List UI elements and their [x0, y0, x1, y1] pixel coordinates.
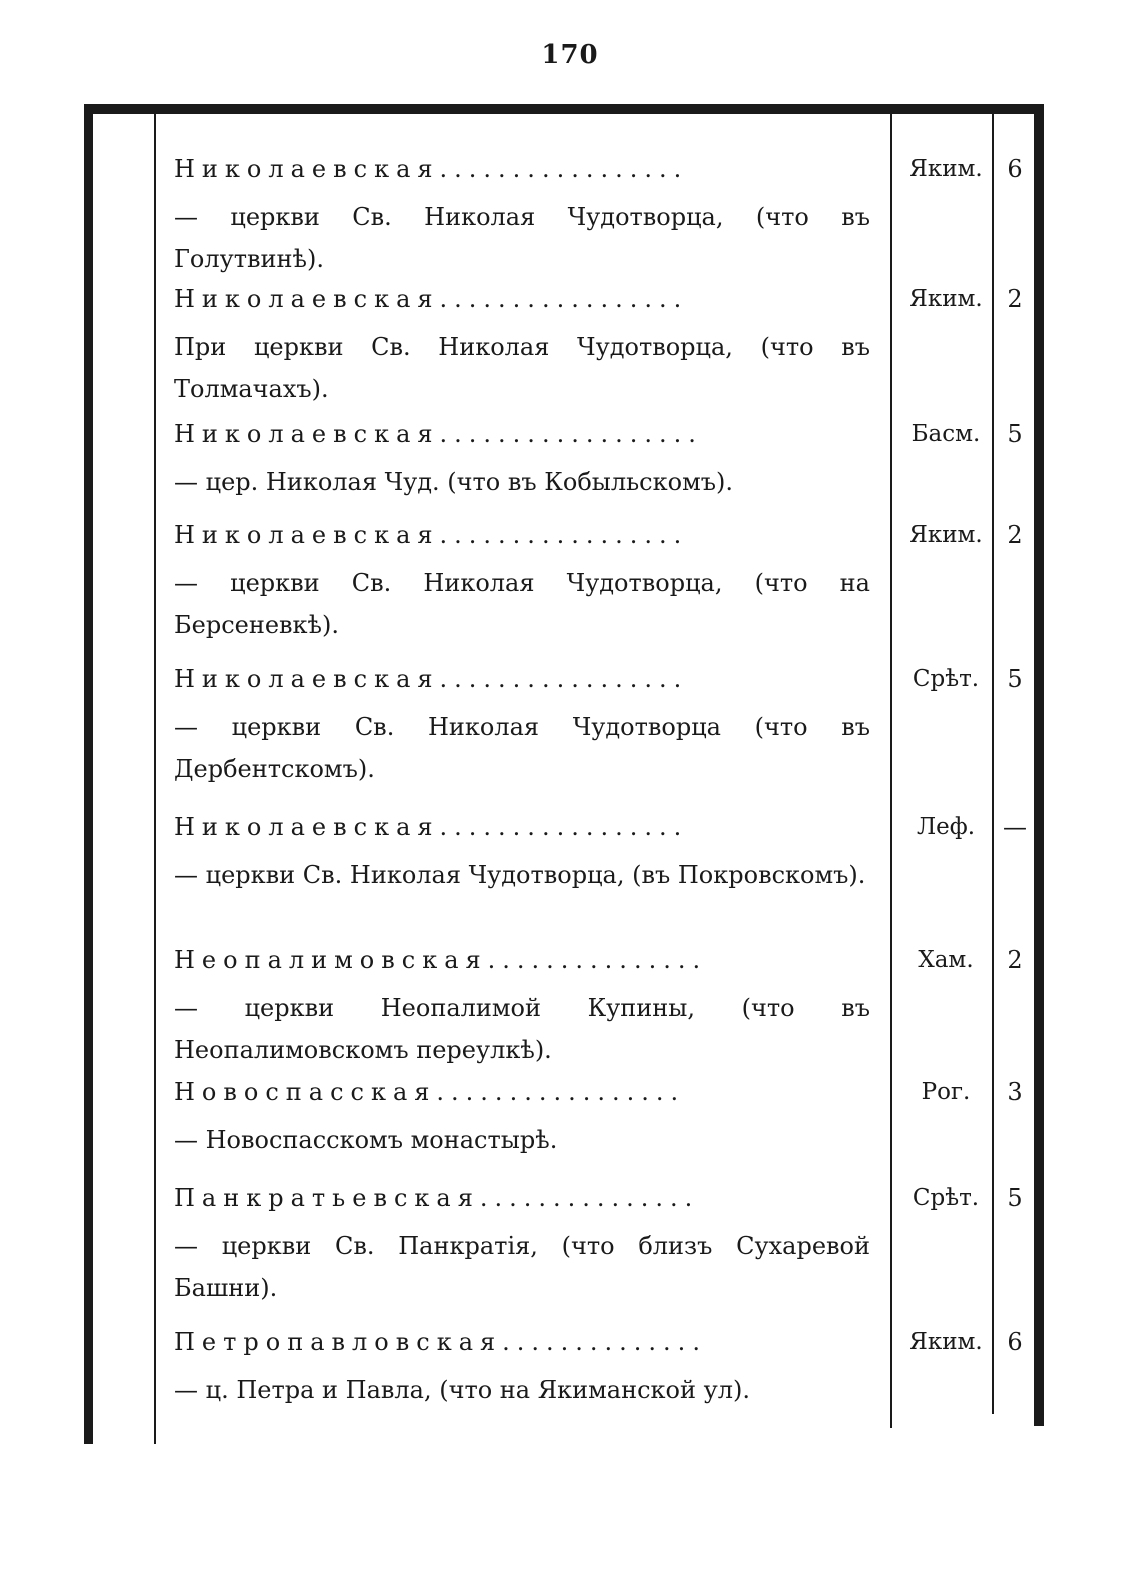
entry-title: Николаевская................. [174, 813, 689, 841]
entry-title: Панкратьевская............... [174, 1184, 700, 1212]
entry-number: 3 [1007, 1078, 1023, 1106]
entry-number: 2 [1007, 946, 1023, 974]
entry-number: 5 [1007, 665, 1023, 693]
entry-district: Яким. [909, 156, 983, 182]
entry-title: Николаевская................. [174, 665, 689, 693]
entry-district: Яким. [909, 522, 983, 548]
entry-title: Петропавловская.............. [174, 1328, 707, 1356]
entry-description: — ц. Петра и Павла, (что на Якиманской ул). [174, 1376, 750, 1404]
entry-number: 6 [1007, 1328, 1023, 1356]
entry-number: 2 [1007, 521, 1023, 549]
entry-number: 2 [1007, 285, 1023, 313]
entry-number: — [1003, 813, 1027, 841]
entry-district: Рог. [921, 1079, 971, 1105]
entry-district: Яким. [909, 286, 983, 312]
entry-district: Хам. [918, 947, 974, 973]
column-divider-left [154, 114, 156, 1444]
frame-left-rule [84, 104, 93, 1444]
entry-number: 5 [1007, 420, 1023, 448]
entry-district: Басм. [911, 421, 981, 447]
frame-right-rule [1034, 104, 1044, 1426]
entry-description: — церкви Св. Николая Чудотворца, (что въ Голутвинѣ). [174, 203, 870, 273]
entry-description: — церкви Св. Николая Чудотворца, (что на Берсеневкѣ). [174, 569, 870, 639]
entry-number: 5 [1007, 1184, 1023, 1212]
entry-description: При церкви Св. Николая Чудотворца, (что въ Толмачахъ). [174, 333, 870, 403]
entry-title: Николаевская................. [174, 155, 689, 183]
entry-description: — цер. Николая Чуд. (что въ Кобыльскомъ). [174, 468, 733, 496]
frame-top-rule [84, 104, 1044, 114]
entry-description: — церкви Св. Панкратія, (что близъ Сухаревой Башни). [174, 1232, 870, 1302]
column-divider-district [890, 114, 892, 1428]
entry-description: — церкви Св. Николая Чудотворца (что въ Дербентскомъ). [174, 713, 870, 783]
entry-title: Николаевская................. [174, 285, 689, 313]
entry-description: — Новоспасскомъ монастырѣ. [174, 1126, 558, 1154]
entry-number: 6 [1007, 155, 1023, 183]
entry-title: Николаевская.................. [174, 420, 703, 448]
entry-district: Срѣт. [912, 1185, 980, 1211]
entry-description: — церкви Неопалимой Купины, (что въ Неопалимовскомъ переулкѣ). [174, 994, 870, 1064]
entry-title: Новоспасская................. [174, 1078, 686, 1106]
page-number: 170 [541, 40, 599, 70]
entry-district: Леф. [916, 814, 976, 840]
entry-title: Николаевская................. [174, 521, 689, 549]
entry-district: Срѣт. [912, 666, 980, 692]
entry-description: — церкви Св. Николая Чудотворца, (въ Покровскомъ). [174, 861, 866, 889]
entry-district: Яким. [909, 1329, 983, 1355]
entry-title: Неопалимовская............... [174, 946, 708, 974]
